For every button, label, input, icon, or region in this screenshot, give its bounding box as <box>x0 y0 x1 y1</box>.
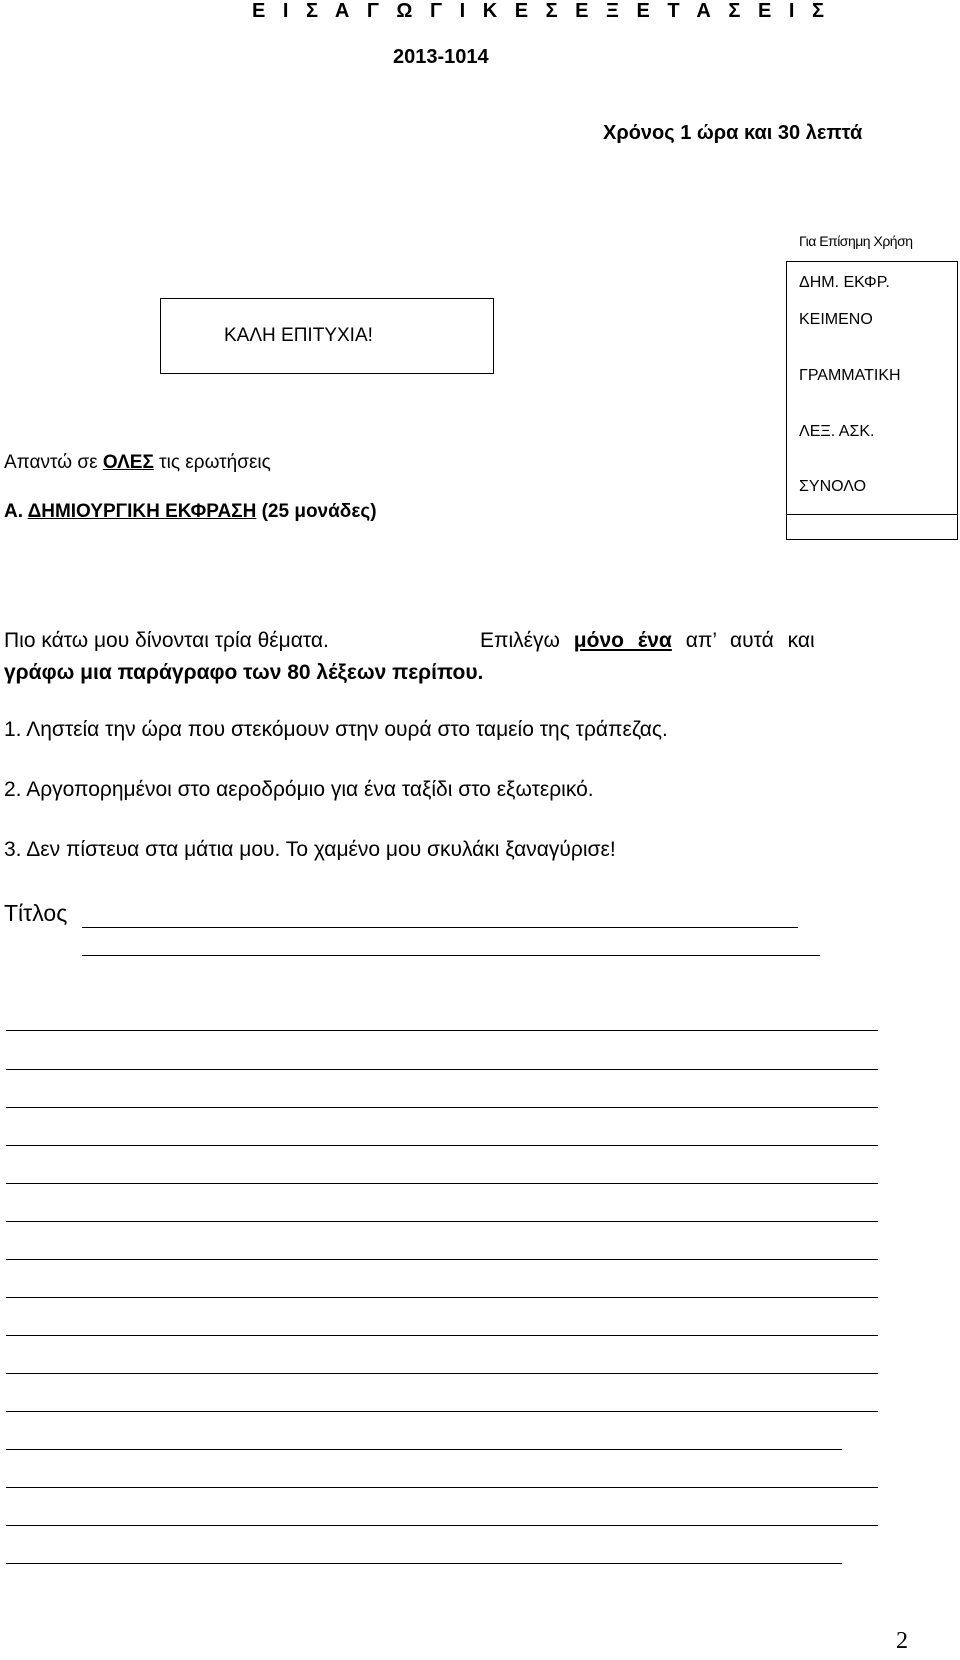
grade-row-grammar: ΓΡΑΜΜΑΤΙΚΗ <box>787 348 958 404</box>
writing-line[interactable] <box>6 1145 878 1146</box>
writing-line[interactable] <box>6 1449 842 1450</box>
grade-row-total: ΣΥΝΟΛΟ <box>787 460 958 515</box>
only-one-emphasis: μόνο ένα <box>573 629 672 652</box>
writing-line[interactable] <box>6 1030 878 1031</box>
topic-1: 1. Ληστεία την ώρα που στεκόμουν στην ουρά στο ταμείο της τράπεζας. <box>4 718 668 741</box>
title-label: Τίτλος <box>4 900 68 926</box>
writing-line[interactable] <box>6 1525 878 1526</box>
grade-row-score-cell <box>787 515 958 540</box>
instructions-line-1: Πιο κάτω μου δίνονται τρία θέματα. <box>4 629 329 652</box>
section-a-heading: Α. ΔΗΜΙΟΥΡΓΙΚΗ ΕΚΦΡΑΣΗ (25 μονάδες) <box>4 501 377 522</box>
topic-3: 3. Δεν πίστευα στα μάτια μου. Το χαμένο μου σκυλάκι ξαναγύρισε! <box>4 838 616 861</box>
writing-line[interactable] <box>6 1297 878 1298</box>
exam-title: Ε Ι Σ Α Γ Ω Γ Ι Κ Ε Σ Ε Ξ Ε Τ Α Σ Ε Ι Σ <box>252 0 830 22</box>
writing-line[interactable] <box>6 1183 878 1184</box>
writing-line[interactable] <box>6 1487 878 1488</box>
writing-line[interactable] <box>6 1069 878 1070</box>
writing-line[interactable] <box>6 1107 878 1108</box>
writing-line[interactable] <box>6 1563 842 1564</box>
grade-row-creative-writing: ΔΗΜ. ΕΚΦΡ. <box>787 262 958 293</box>
good-luck-text: ΚΑΛΗ ΕΠΙΤΥΧΙΑ! <box>224 325 373 346</box>
grade-row-vocabulary: ΛΕΞ. ΑΣΚ. <box>787 404 958 460</box>
title-line-1[interactable] <box>82 927 798 928</box>
answer-all-instruction: Απαντώ σε ΟΛΕΣ τις ερωτήσεις <box>4 452 271 473</box>
exam-duration: Χρόνος 1 ώρα και 30 λεπτά <box>603 122 863 144</box>
instructions-choose: Επιλέγω μόνο ένα απ’ αυτά και <box>480 629 815 652</box>
writing-line[interactable] <box>6 1411 878 1412</box>
official-use-table <box>786 261 958 540</box>
title-line-2[interactable] <box>82 955 820 956</box>
exam-year: 2013-1014 <box>393 46 489 68</box>
page-number: 2 <box>896 1628 908 1654</box>
instructions-line-2: γράφω μια παράγραφο των 80 λέξεων περίπου. <box>4 661 484 684</box>
writing-line[interactable] <box>6 1259 878 1260</box>
grade-row-text: ΚΕΙΜΕΝΟ <box>787 292 958 348</box>
section-a-title: ΔΗΜΙΟΥΡΓΙΚΗ ΕΚΦΡΑΣΗ <box>27 501 257 522</box>
all-emphasis: ΟΛΕΣ <box>102 452 154 473</box>
writing-line[interactable] <box>6 1335 878 1336</box>
topic-2: 2. Αργοπορημένοι στο αεροδρόμιο για ένα ταξίδι στο εξωτερικό. <box>4 778 594 801</box>
official-use-label: Για Επίσημη Χρήση <box>799 233 913 249</box>
writing-line[interactable] <box>6 1221 878 1222</box>
writing-line[interactable] <box>6 1373 878 1374</box>
